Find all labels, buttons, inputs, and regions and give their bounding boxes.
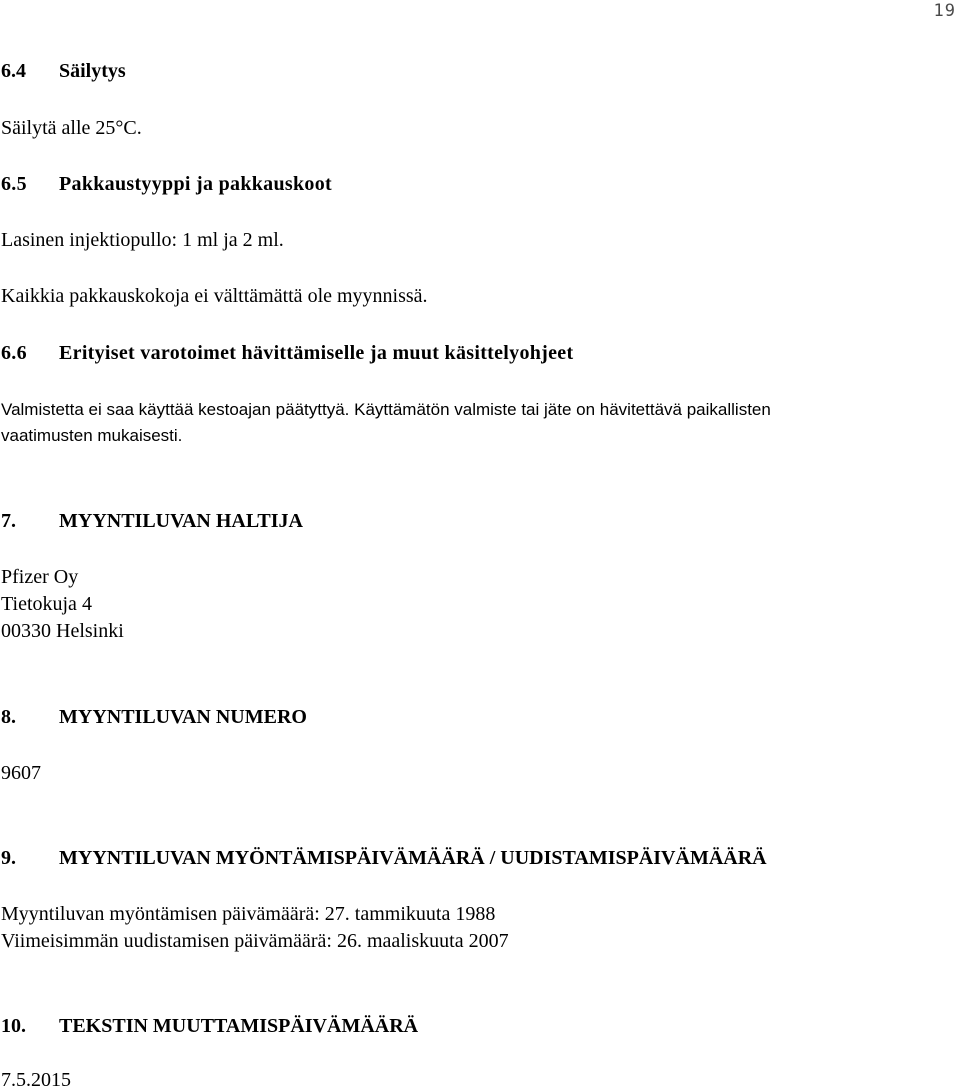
authorisation-number: 9607 xyxy=(1,762,41,784)
section-number: 10. xyxy=(1,1015,26,1037)
section-7-heading xyxy=(1,509,303,533)
section-title: MYYNTILUVAN NUMERO xyxy=(59,706,307,728)
package-sizes-text: Kaikkia pakkauskokoja ei välttämättä ole myynnissä. xyxy=(1,285,428,307)
section-title: Erityiset varotoimet hävittämiselle ja muut käsittelyohjeet xyxy=(59,342,574,364)
renewal-date: Viimeisimmän uudistamisen päivämäärä: 26. maaliskuuta 2007 xyxy=(1,930,509,952)
holder-city: 00330 Helsinki xyxy=(1,620,124,642)
revision-date: 7.5.2015 xyxy=(1,1069,71,1091)
section-number: 6.5 xyxy=(1,173,27,195)
section-6-4-heading xyxy=(1,59,126,83)
section-8-heading xyxy=(1,705,307,729)
first-authorisation-date: Myyntiluvan myöntämisen päivämäärä: 27. tammikuuta 1988 xyxy=(1,903,496,925)
section-number: 8. xyxy=(1,706,16,728)
section-9-heading xyxy=(1,846,767,870)
page-number: 19 xyxy=(933,1,956,21)
disposal-text-line-1: Valmistetta ei saa käyttää kestoajan päätyttyä. Käyttämätön valmiste tai jäte on hävitettävä paikallisten xyxy=(1,400,771,419)
section-title: TEKSTIN MUUTTAMISPÄIVÄMÄÄRÄ xyxy=(59,1015,419,1037)
section-number: 6.6 xyxy=(1,342,27,364)
section-title: MYYNTILUVAN MYÖNTÄMISPÄIVÄMÄÄRÄ / UUDISTAMISPÄIVÄMÄÄRÄ xyxy=(59,847,767,869)
section-title: Säilytys xyxy=(59,60,126,82)
section-6-5-heading xyxy=(1,172,332,196)
section-number: 9. xyxy=(1,847,16,869)
section-number: 6.4 xyxy=(1,60,26,82)
section-10-heading xyxy=(1,1014,418,1038)
holder-company: Pfizer Oy xyxy=(1,566,79,588)
holder-street: Tietokuja 4 xyxy=(1,593,92,615)
section-6-6-heading xyxy=(1,341,573,365)
storage-text: Säilytä alle 25°C. xyxy=(1,117,142,139)
package-type-text: Lasinen injektiopullo: 1 ml ja 2 ml. xyxy=(1,229,284,251)
section-number: 7. xyxy=(1,510,16,532)
section-title: MYYNTILUVAN HALTIJA xyxy=(59,510,303,532)
disposal-text-line-2: vaatimusten mukaisesti. xyxy=(1,426,183,445)
section-title: Pakkaustyyppi ja pakkauskoot xyxy=(59,173,332,195)
